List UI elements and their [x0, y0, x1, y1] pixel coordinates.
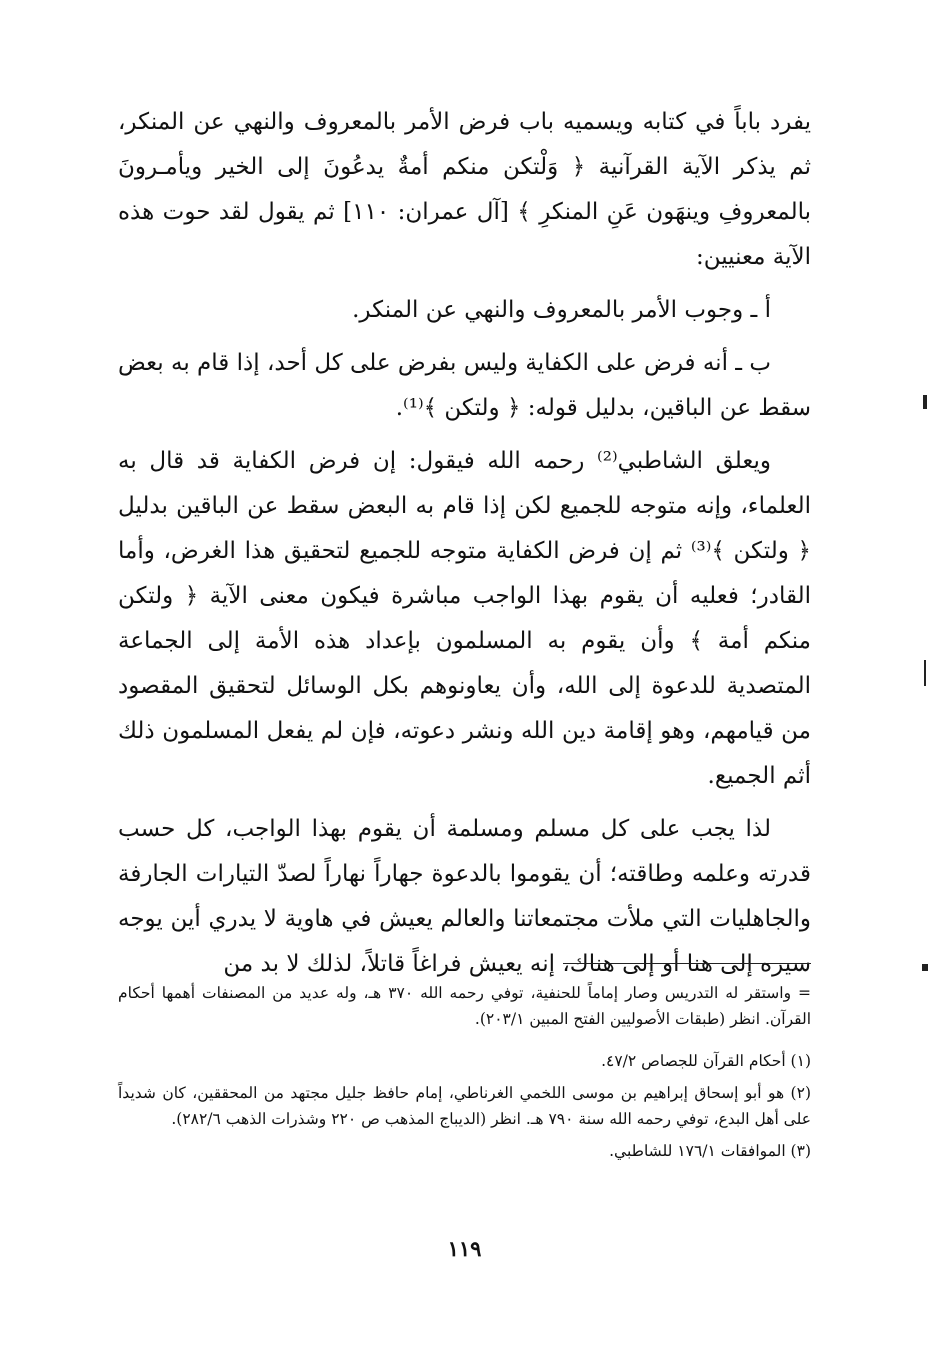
footnote-2: (٢) هو أبو إسحاق إبراهيم بن موسى اللخمي الغرناطي، إمام حافظ جليل مجتهد من المحققين، كان شديداً على أهل البدع، توفي رحمه الله سنة ٧٩٠ هـ. انظر (الديباج المذهب ص ٢٢٠ وشذرات الذهب ٢٨٢/٦).: [118, 1084, 811, 1128]
page-number: ١١٩: [447, 1236, 482, 1261]
paragraph-3: ب ـ أنه فرض على الكفاية وليس بفرض على كل أحد، إذا قام به بعض سقط عن الباقين، بدليل قوله: ﴿ ولتكن ﴾⁽¹⁾.: [118, 350, 811, 421]
paragraph-1: يفرد باباً في كتابه ويسميه باب فرض الأمر بالمعروف والنهي عن المنكر، ثم يذكر الآية القرآنية ﴿ وَلْتكن منكم أمةٌ يدعُونَ إلى الخير ويأمـرونَ بالمعروفِ وينهَون عَنِ المنكرِ ﴾ [آل عمران: ١١٠] ثم يقول لقد حوت هذه الآية معنيين:: [118, 109, 812, 270]
paragraph-5: لذا يجب على كل مسلم ومسلمة أن يقوم بهذا الواجب، كل حسب قدرته وعلمه وطاقته؛ أن يقوموا بالدعوة جهاراً نهاراً لصدّ التيارات الجارفة والجاهليات التي ملأت مجتمعاتنا والعالم يعيش في هاوية لا يدري أين يوجه سيره إلى هنا أو إلى هناك، إنه يعيش فراغاً قاتلاً، لذلك لا بد من: [118, 816, 811, 977]
paragraph-4: ويعلق الشاطبي⁽²⁾ رحمه الله فيقول: إن فرض الكفاية قد قال به العلماء، وإنه متوجه للجميع لكن إذا قام به البعض سقط عن الباقين بدليل ﴿ ولتكن ﴾⁽³⁾ ثم إن فرض الكفاية متوجه للجميع لتحقيق هذا الغرض، وأما القادر؛ فعليه أن يقوم بهذا الواجب مباشرة فيكون معنى الآية ﴿ ولتكن منكم أمة ﴾ وأن يقوم به المسلمون بإعداد هذه الأمة إلى الجماعة المتصدية للدعوة إلى الله، وأن يعاونوهم بكل الوسائل لتحقيق المقصود من قيامهم، وهو إقامة دين الله ونشر دعوته، فإن لم يفعل المسلمون ذلك أثم الجميع.: [118, 448, 811, 789]
margin-mark-bottom: [922, 964, 928, 971]
footnote-continuation: = واستقر له التدريس وصار إماماً للحنفية، توفي رحمه الله ٣٧٠ هـ، وله عديد من المصنفات أهمها أحكام القرآن. انظر (طبقات الأصوليين الفتح المبين ٢٠٣/١).: [118, 984, 812, 1028]
paragraph-2: أ ـ وجوب الأمر بالمعروف والنهي عن المنكر.: [352, 297, 771, 323]
margin-mark-middle: [924, 660, 926, 686]
footnote-3: (٣) الموافقات ١٧٦/١ للشاطبي.: [609, 1142, 811, 1160]
footnotes: [118, 980, 811, 1170]
main-text: [118, 100, 811, 995]
footnote-separator: [563, 963, 811, 964]
footnote-1: (١) أحكام القرآن للجصاص ٤٧/٢.: [601, 1052, 811, 1070]
margin-mark-top: [923, 395, 927, 409]
